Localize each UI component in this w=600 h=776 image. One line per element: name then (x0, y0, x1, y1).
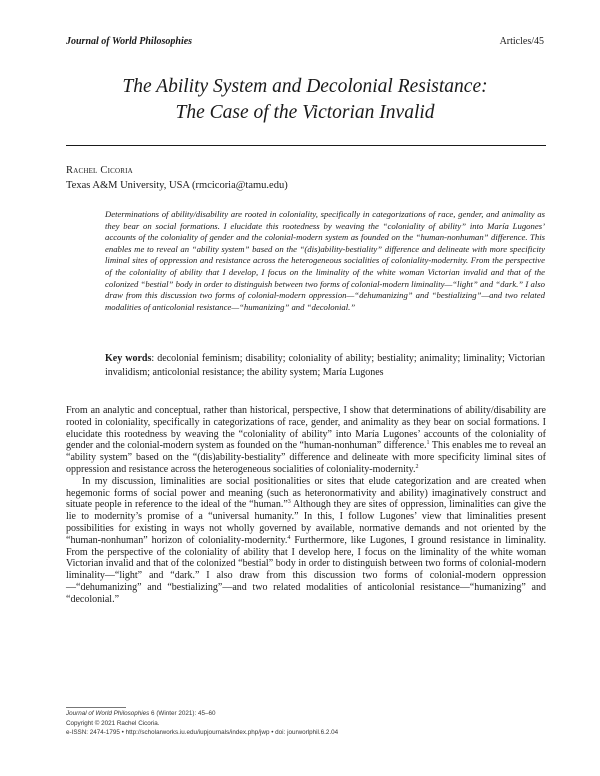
keywords-label: Key words (105, 353, 152, 364)
paragraph-text: Furthermore, like Lugones, I ground resistance in liminality. From the perspective of the coloniality of ability that I develop here, I focus on the liminality of the white woman Victorian invalid and that of the colonized “bestial” body in order to distinguish between two forms of colonial-modern liminality—“light” and “dark.” I also draw from this discussion two forms of colonial-modern oppression—“dehumanizing” and “bestializing”—and two related modalities of anticolonial resistance—“humanizing” and “decolonial.” (66, 534, 546, 605)
abstract: Determinations of ability/disability are rooted in coloniality, specifically in categorizations of race, gender, and animality as they bear on social formations. I elucidate this rootedness by weaving the “coloniality of ability” into María Lugones’ accounts of the coloniality of gender and the colonial-modern system as founded on the “human-nonhuman” difference. This enables me to reveal an “ability system” based on the “(dis)ability-bestiality” difference and delineate with more specificity liminal sites of oppression and resistance across the heterogeneous socialities of coloniality-modernity. From the perspective of the coloniality of ability that I develop, I focus on the liminality of the white woman Victorian invalid and that of the colonized “bestial” body in order to distinguish between two forms of colonial-modern liminality—“light” and “dark.” I also draw from this discussion two forms of colonial-modern oppression—“dehumanizing” and “bestializing”—and two related modalities of anticolonial resistance—“humanizing” and “decolonial.” (105, 209, 545, 312)
author-affiliation: Texas A&M University, USA (rmcicoria@tamu.edu) (66, 180, 288, 191)
citation-line (66, 709, 366, 719)
copyright-line: Copyright © 2021 Rachel Cicoria. (66, 719, 160, 727)
paragraph-text: In my discussion, liminalities are social positionalities or sites that elude categorization and are created when hegemonic forms of social power and meaning (such as heteronormativity and ability) imaginatively construct and situate people in reference to the ideal of the “human.” (66, 475, 546, 511)
footnote-ref[interactable]: 2 (415, 463, 419, 470)
page-footer (66, 709, 366, 738)
paragraph-text: Although they are sites of oppression, liminalities can give the lie to modernity’s promise of a “universal humanity.” In this, I follow Lugones’ view that liminalities present possibilities for existing in ways not wholly governed by available, normative demands and not oriented by the “human-nonhuman” horizon of coloniality-modernity. (66, 499, 546, 546)
footer-issue: 6 (Winter 2021): 45–60 (149, 710, 216, 717)
title-line-2: The Case of the Victorian Invalid (175, 102, 435, 123)
footnote-ref[interactable]: 4 (287, 534, 291, 541)
issn-line[interactable]: e-ISSN: 2474-1795 • http://scholarworks.iu.edu/iupjournals/index.php/jwp • doi: jourworlphil.6.2.04 (66, 729, 339, 736)
title-line-1: The Ability System and Decolonial Resistance: (122, 76, 488, 97)
paragraph-text: From an analytic and conceptual, rather than historical, perspective, I show that determinations of ability/disability are rooted in coloniality, specifically in categorizations of race, gender, and animality as they bear on social formations. I elucidate this rootedness by weaving the “coloniality of ability” into María Lugones’ accounts of the coloniality of gender and the colonial-modern system as founded on the “human-nonhuman” difference. (66, 405, 546, 452)
keywords (105, 352, 545, 379)
paragraph-text: This enables me to reveal an “ability system” based on the “(dis)ability-bestiality” difference and delineate with more specificity liminal sites of oppression and resistance across the heterogeneous socialities of coloniality-modernity. (66, 440, 546, 475)
journal-name: Journal of World Philosophies (66, 36, 193, 47)
title-divider (66, 145, 546, 146)
footnote-ref[interactable]: 3 (287, 499, 291, 506)
article-body (66, 405, 546, 606)
footer-divider (66, 707, 126, 708)
page-reference: Articles/45 (499, 36, 544, 47)
author-name: Rachel Cicoria (66, 165, 133, 176)
body-paragraph (66, 405, 546, 476)
footer-journal: Journal of World Philosophies (66, 710, 150, 717)
body-paragraph (66, 476, 546, 606)
article-title (60, 74, 550, 126)
footnote-ref[interactable]: 1 (426, 440, 430, 447)
running-header (66, 36, 544, 52)
keywords-list: : decolonial feminism; disability; coloniality of ability; bestiality; animality; liminality; Victorian invalidism; anticolonial resistance; the ability system; María Lugones (105, 353, 545, 378)
